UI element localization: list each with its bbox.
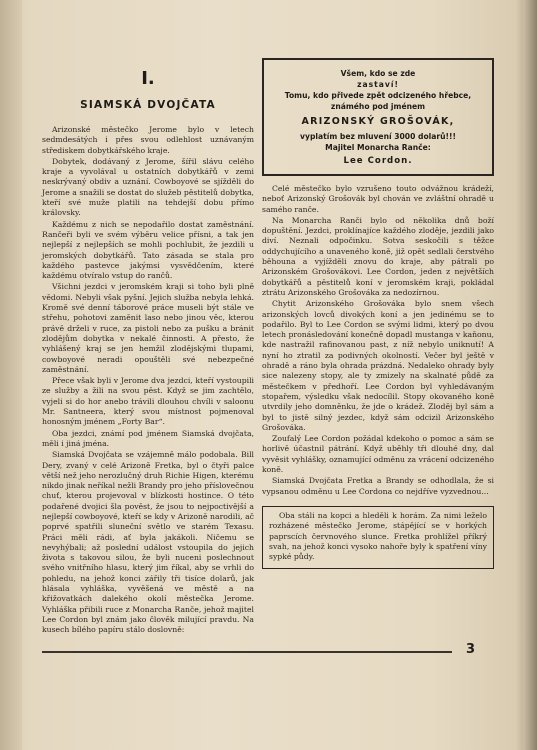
notice-horse-name: ARIZONSKÝ GROŠOVÁK, — [301, 116, 455, 127]
paragraph: Arizonské městečko Jerome bylo v letech sedmdesátých i přes svou odlehlost uznávaným střediskem dobytkářského kraje. — [42, 125, 254, 155]
notice-owner-title: Majitel Monarcha Ranče: — [325, 143, 431, 152]
paragraph: Siamská Dvojčata se vzájemně málo podobala. Bill Dery, zvaný v celé Arizoně Fretka, byl o čtyři palce větší než jeho nerozlučný druh Richie Higen, kterému nikdo jinak neříkal nežli Brandy pro jeho příslovečnou chuť, kterou projevoval v blízkosti hostince. O této podařené dvojici šla pověst, že jsou to nejpoctivější a nejlepší cowboyové, kteří se kdy v Arizoně narodili, ač poprvé spatřili sluneční světlo ve starém Texasu. Práci měli rádi, ať byla jakákoli. Ničemu se nevyhýbali; až poslední událost vstoupila do jejich života s takovou silou, že byli nuceni poslechnout svého vnitřního hlasu, který jim říkal, aby se vrhli do pohledu, na jehož konci zářily tři tisíce dolarů, jak hlásala vyhláška, vyvěšená ve městě a na křižovatkách dalekého okolí městečka Jerome. Vyhláška přibili ruce z Monarcha Ranče, jehož majitel Lee Cordon byl znám jako člověk milující pravdu. Na kusech bílého papíru stálo doslovně: — [42, 450, 254, 635]
boxed-excerpt — [262, 506, 494, 569]
paragraph: Všichni jezdci v jeromském kraji si toho byli plně vědomi. Nebyli však pyšní. Jejich služba nebyla lehká. Kromě své denní táborové práce museli být stále ve střehu, pohotovi zaměnit laso nebo jinou věc, kterou právě drželi v ruce, za pistoli nebo za pušku a bránit zlodějům dobytka v nekalé činnosti. A přesto, že vyhlášený kraj se jen hemžil zlodějskými tlupami, cowboyové neradi opouštěli své nebezpečné zaměstnání. — [42, 282, 254, 374]
page-number: 3 — [466, 642, 476, 657]
chapter-title: SIAMSKÁ DVOJČATA — [80, 99, 216, 111]
right-column — [262, 58, 494, 569]
paragraph: Siamská Dvojčata Fretka a Brandy se odhodlala, že si vypsanou odměnu u Lee Cordona co nejdříve vyzvednou... — [262, 476, 494, 496]
page-edge — [523, 0, 537, 750]
paragraph: Každému z nich se nepodařilo dostat zaměstnání. Rančeři byli ve svém výběru velice přísni, a tak jen nejlepší z nejlepších se mohli pochlubit, že jezdili u jeromských dobytkářů. Tato zásada se stala pro každého pastevce jakýmsi vysvědčením, které každému otvíralo vstup do rančů. — [42, 219, 254, 281]
paragraph: Přece však byli v Jerome dva jezdci, kteří vystoupili ze služby a žili na svou pěst. Když se jim zachtělo, vyjeli si do hor anebo trávili dlouhou chvíli v saloonu Mr. Santneera, který svou místnost pojmenoval honosným jménem „Forty Bar“. — [42, 376, 254, 427]
notice-line: zastaví! — [357, 80, 399, 89]
left-column — [42, 60, 254, 637]
paragraph: Na Monarcha Ranči bylo od několika dnů boží dopuštění. Jezdci, proklínajíce každého zloděje, jezdili jako diví. Neznali odpočinku. Sotva seskočili s těžce oddychujícího a unaveného koně, již opět sedlali čerstvého běhouna a vyjížděli znovu do kraje, aby pátrali po Arizonském Grošovákovi. Lee Cordon, jeden z největších dobytkářů a pěstitelů koní v jeromském kraji, pokládal ztrátu Arizonského Grošováka za nedozírnou. — [262, 215, 494, 297]
notice-owner-name: Lee Cordon. — [343, 156, 413, 166]
paragraph: Dobytek, dodávaný z Jerome, šířil slávu celého kraje a vyvolával u ostatních dobytkářů v zemi neskrývaný obdiv a uznání. Cowboyové se sjížděli do Jerome a snažili se dostat do služeb pěstitelů dobytka, kteří své muže platili na tehdejší dobu přímo královsky. — [42, 156, 254, 218]
page-gutter — [0, 0, 22, 750]
paragraph: Celé městečko bylo vzrušeno touto odvážnou krádeží, neboť Arizonský Grošovák byl chován ve zvláštní ohradě u samého ranče. — [262, 184, 494, 214]
paragraph: Zoufalý Lee Cordon požádal kdekoho o pomoc a sám se horlivě účastnil pátrání. Když uběhly tři dlouhé dny, dal vyvěsit vyhlášky, oznamující odměnu za vrácení odcizeného koně. — [262, 434, 494, 475]
footer-rule — [42, 651, 452, 653]
notice-line: známého pod jménem — [330, 102, 426, 111]
chapter-number: I. — [141, 68, 155, 89]
notice-reward: vyplatím bez mluvení 3000 dolarů!!! — [300, 132, 456, 141]
notice-line: Tomu, kdo přivede zpět odcizeného hřebce, — [284, 91, 472, 100]
paragraph: Chytit Arizonského Grošováka bylo snem všech arizonských lovců divokých koní a jen jedinému se to podařilo. Byl to Lee Cordon se svými lidmi, který po dvou letech pronásledování konečně dopadl mustanga v kaňonu, kde nastražil rafinovanou past, z níž nebylo uniknutí! A nyní ho ztratil za podivných okolností. Večer byl ještě v ohradě a ráno byla ohrada prázdná. Nedaleko ohrady byly sice nalezeny stopy, ale ty zmizely na skalnaté půdě za městečkem v předhoří. Lee Cordon byl vyhledávaným stopařem, výsledku však nedocílil. Stopy okovaného koně utvrdily jeho domněnku, že jde o krádež. Zloděj byl sám a byl to jistě silný jezdec, když sám odcizil Arizonského Grošováka. — [262, 299, 494, 432]
paragraph: Oba stáli na kopci a hleděli k horám. Za nimi leželo rozházené městečko Jerome, stápějící se v horkých paprscích červnového slunce. Fretka prohlížel příkrý svah, na jehož konci vysoko nahoře byly k spatření víny sypké půdy. — [269, 510, 487, 562]
notice-line: Všem, kdo se zde — [340, 69, 416, 78]
paragraph: Oba jezdci, známí pod jménem Siamská dvojčata, měli i jiná jména. — [42, 428, 254, 448]
reward-notice — [262, 58, 494, 176]
